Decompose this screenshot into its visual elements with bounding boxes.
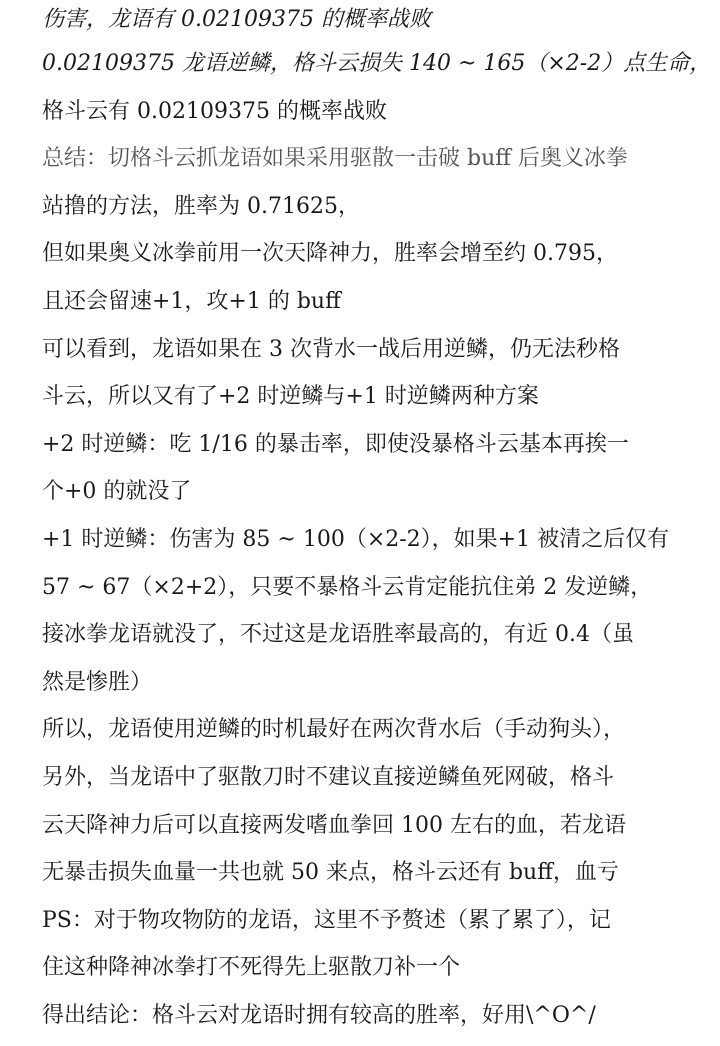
text-line: 个+0 的就没了 — [42, 479, 192, 505]
text-line: PS：对于物攻物防的龙语，这里不予赘述（累了累了），记 — [42, 907, 611, 933]
conclusion-line: 得出结论：格斗云对龙语时拥有较高的胜率，好用\^O^/ — [42, 1002, 596, 1028]
text-line: 然是惨胜） — [42, 669, 153, 695]
text-line: +1 时逆鳞：伤害为 85 ~ 100（×2-2），如果+1 被清之后仅有 — [42, 526, 670, 552]
text-line: 站撸的方法，胜率为 0.71625， — [42, 193, 360, 219]
text-line: 且还会留速+1，攻+1 的 buff — [42, 288, 341, 314]
text-line: 无暴击损失血量一共也就 50 来点，格斗云还有 buff，血亏 — [42, 860, 619, 886]
document-body — [42, 0, 712, 1039]
text-line: 0.02109375 龙语逆鳞，格斗云损失 140 ~ 165（×2-2）点生命， — [42, 51, 712, 76]
text-line: 但如果奥义冰拳前用一次天降神力，胜率会增至约 0.795， — [42, 241, 618, 267]
text-line: 住这种降神冰拳打不死得先上驱散刀补一个 — [42, 955, 461, 981]
text-line: 斗云，所以又有了+2 时逆鳞与+1 时逆鳞两种方案 — [42, 384, 539, 410]
text-line: +2 时逆鳞：吃 1/16 的暴击率，即使没暴格斗云基本再挨一 — [42, 431, 629, 457]
text-line: 所以，龙语使用逆鳞的时机最好在两次背水后（手动狗头）， — [42, 717, 626, 743]
text-line: 另外，当龙语中了驱散刀时不建议直接逆鳞鱼死网破，格斗 — [42, 764, 615, 790]
text-line: 接冰拳龙语就没了，不过这是龙语胜率最高的，有近 0.4（虽 — [42, 622, 634, 648]
text-line: 格斗云有 0.02109375 的概率战败 — [42, 98, 387, 124]
text-line: 伤害，龙语有 0.02109375 的概率战败 — [42, 7, 431, 32]
text-line: 可以看到，龙语如果在 3 次背水一战后用逆鳞，仍无法秒格 — [42, 336, 620, 362]
text-line: 云天降神力后可以直接两发嗜血拳回 100 左右的血，若龙语 — [42, 812, 626, 838]
summary-line: 总结：切格斗云抓龙语如果采用驱散一击破 buff 后奥义冰拳 — [42, 146, 628, 172]
text-line: 57 ~ 67（×2+2），只要不暴格斗云肯定能抗住弟 2 发逆鳞， — [42, 574, 653, 600]
